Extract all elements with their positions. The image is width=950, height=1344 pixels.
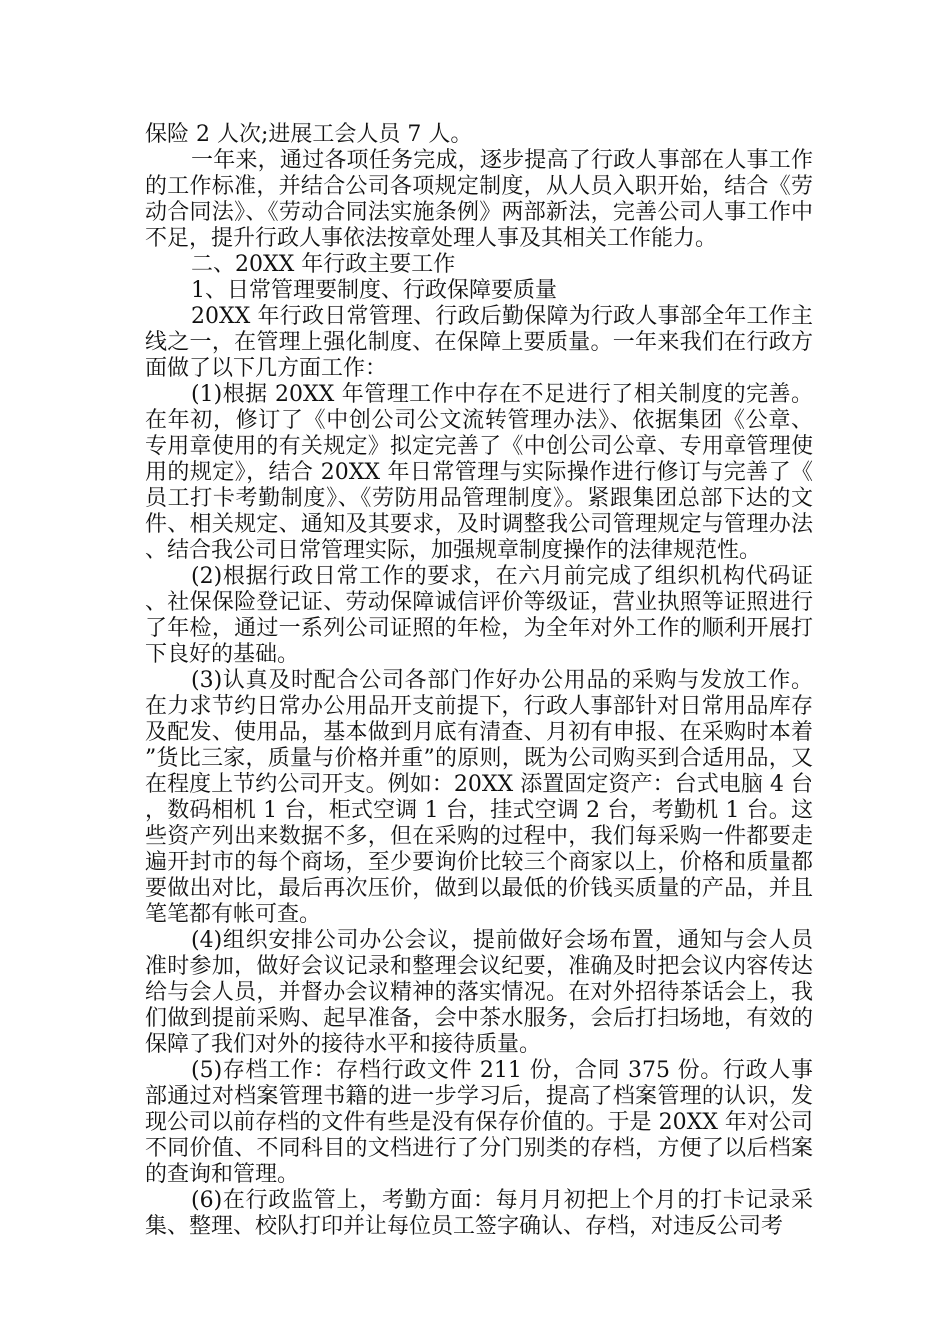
paragraph-item-4: (4)组织安排公司办公会议，提前做好会场布置，通知与会人员准时参加，做好会议记录和整理会议纪要，准确及时把会议内容传达给与会人员，并督办会议精神的落实情况。在对外招待茶话会上，我们做到提前采购、起早准备，会中茶水服务，会后打扫场地，有效的保障了我们对外的接待水平和接待质量。 bbox=[145, 928, 813, 1057]
subsection-heading: 1、日常管理要制度、行政保障要质量 bbox=[191, 278, 557, 303]
document-body bbox=[145, 122, 813, 1240]
paragraph-continuation: 保险 2 人次;进展工会人员 7 人。 bbox=[145, 122, 473, 147]
paragraph-summary: 一年来，通过各项任务完成，逐步提高了行政人事部在人事工作的工作标准，并结合公司各项规定制度，从人员入职开始，结合《劳动合同法》、《劳动合同法实施条例》两部新法，完善公司人事工作中不足，提升行政人事依法按章处理人事及其相关工作能力。 bbox=[145, 148, 813, 251]
paragraph-item-5: (5)存档工作：存档行政文件 211 份，合同 375 份。行政人事部通过对档案管理书籍的进一步学习后，提高了档案管理的认识，发现公司以前存档的文件有些是没有保存价值的。于是 20XX 年对公司不同价值、不同科目的文档进行了分门别类的存档，方便了以后档案的查询和管理。 bbox=[145, 1058, 813, 1187]
paragraph-intro: 20XX 年行政日常管理、行政后勤保障为行政人事部全年工作主线之一，在管理上强化制度、在保障上要质量。一年来我们在行政方面做了以下几方面工作： bbox=[145, 304, 813, 381]
paragraph-item-1: (1)根据 20XX 年管理工作中存在不足进行了相关制度的完善。在年初，修订了《中创公司公文流转管理办法》、依据集团《公章、专用章使用的有关规定》拟定完善了《中创公司公章、专用章管理使用的规定》，结合 20XX 年日常管理与实际操作进行修订与完善了《员工打卡考勤制度》、《劳防用品管理制度》。紧跟集团总部下达的文件、相关规定、通知及其要求，及时调整我公司管理规定与管理办法、结合我公司日常管理实际，加强规章制度操作的法律规范性。 bbox=[145, 382, 813, 563]
section-heading: 二、20XX 年行政主要工作 bbox=[191, 252, 456, 277]
paragraph-item-3: (3)认真及时配合公司各部门作好办公用品的采购与发放工作。在力求节约日常办公用品开支前提下，行政人事部针对日常用品库存及配发、使用品，基本做到月底有清查、月初有申报、在采购时本着”货比三家，质量与价格并重”的原则，既为公司购买到合适用品，又在程度上节约公司开支。例如：20XX 添置固定资产：台式电脑 4 台，数码相机 1 台，柜式空调 1 台，挂式空调 2 台，考勤机 1 台。这些资产列出来数据不多，但在采购的过程中，我们每采购一件都要走遍开封市的每个商场，至少要询价比较三个商家以上，价格和质量都要做出对比，最后再次压价，做到以最低的价钱买质量的产品，并且笔笔都有帐可查。 bbox=[145, 668, 813, 927]
paragraph-item-6: (6)在行政监管上，考勤方面：每月月初把上个月的打卡记录采集、整理、校队打印并让每位员工签字确认、存档，对违反公司考 bbox=[145, 1188, 813, 1239]
paragraph-item-2: (2)根据行政日常工作的要求，在六月前完成了组织机构代码证、社保保险登记证、劳动保障诚信评价等级证，营业执照等证照进行了年检，通过一系列公司证照的年检，为全年对外工作的顺利开展打下良好的基础。 bbox=[145, 564, 813, 667]
